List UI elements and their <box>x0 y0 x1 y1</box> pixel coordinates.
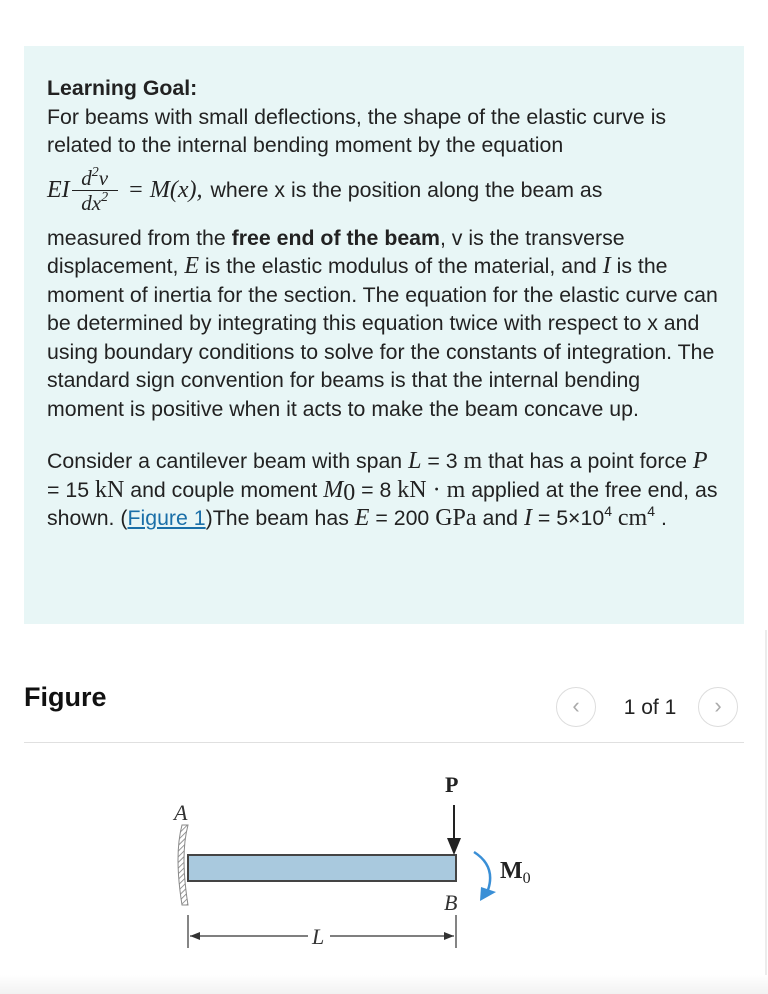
eq-rhs: = M(x), <box>127 177 203 204</box>
label-l: L <box>312 924 325 949</box>
previous-figure-button[interactable] <box>556 687 596 727</box>
label-p: P <box>445 772 459 797</box>
elastic-curve-equation <box>47 158 722 224</box>
label-a: A <box>174 800 188 825</box>
eq-fraction <box>72 166 118 216</box>
beam <box>188 855 456 881</box>
eq-denominator: $dx^2$ <box>81 190 109 216</box>
eq-lhs: EI <box>47 177 70 204</box>
chevron-left-icon: ‹ <box>572 693 580 718</box>
figure-1-link[interactable]: Figure 1 <box>127 506 206 530</box>
learning-goal-panel <box>24 46 744 624</box>
symbol-E: E <box>184 253 199 279</box>
learning-goal-body: measured from the free end of the beam, v is the transverse displacement, E is the elastic modulus of the material, and I is the moment of inertia for the section. The equation for the elastic curve can be determined by integrating this equation twice with respect to x and using boundary conditions to solve for the constants of integration. The standard sign convention for beams is that the internal bending moment is positive when it acts to make the beam concave up. <box>47 225 718 421</box>
learning-goal-title: Learning Goal: <box>47 76 198 100</box>
symbol-I: I <box>602 253 611 279</box>
fixed-wall-support <box>178 825 188 905</box>
free-end-emphasis: free end of the beam <box>231 225 440 250</box>
dim-arrow-left <box>190 932 200 940</box>
dim-arrow-right <box>444 932 454 940</box>
figure-divider <box>24 742 744 743</box>
problem-statement: Consider a cantilever beam with span L = 3 m that has a point force P = 15 kN and couple moment $M_0 = 8$ kN · m applied at the free end, as shown. (Figure 1)The beam has E = 200 GPa and $I = 5\times 10^4$ $cm^4$ . <box>47 448 718 531</box>
point-force-arrowhead <box>447 838 461 855</box>
right-edge-rule <box>765 630 767 994</box>
eq-tail-text: where x is the position along the beam as <box>210 178 603 203</box>
learning-goal-intro: For beams with small deflections, the shape of the elastic curve is related to the internal bending moment by the equation <box>47 104 667 157</box>
cantilever-beam-diagram <box>150 760 600 970</box>
bottom-fade <box>0 975 768 994</box>
label-m0: $M_0$ <box>500 858 531 887</box>
eq-numerator: $d^2v$ <box>81 164 109 190</box>
figure-heading: Figure <box>24 682 107 712</box>
chevron-right-icon: › <box>714 693 722 718</box>
next-figure-button[interactable] <box>698 687 738 727</box>
figure-pager: 1 of 1 <box>623 696 677 719</box>
label-b: B <box>444 890 458 915</box>
moment-arrow <box>474 852 490 890</box>
